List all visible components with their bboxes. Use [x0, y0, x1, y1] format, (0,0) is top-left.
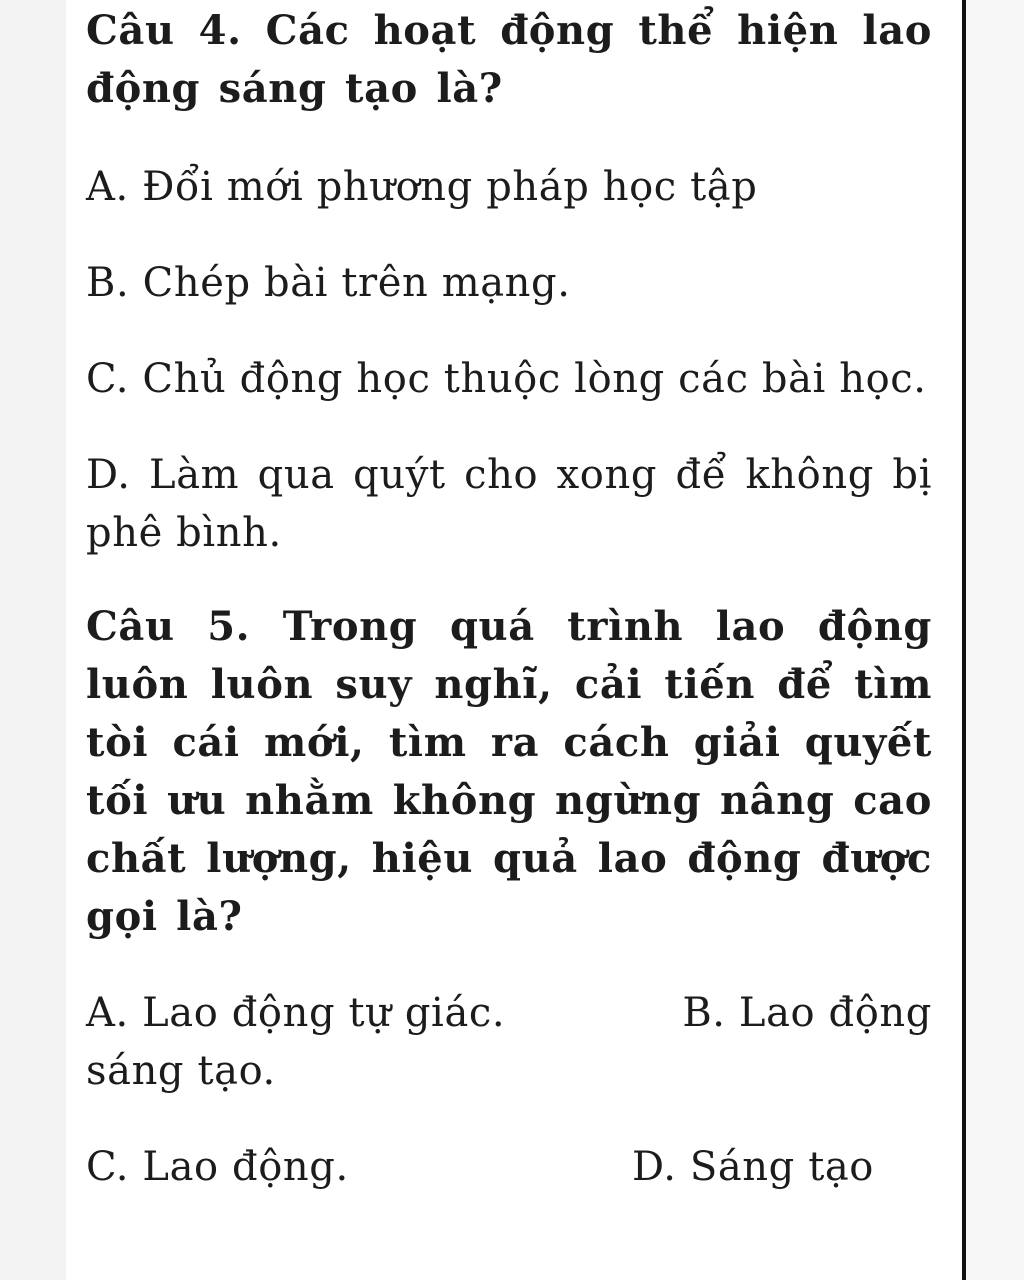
question-5-option-b-continuation[interactable]: sáng tạo. [86, 1048, 276, 1094]
question-4-title: Câu 4. Các hoạt động thể hiện lao động sáng tạo là? [86, 7, 932, 112]
question-5-option-a[interactable]: A. Lao động tự giác. [86, 990, 506, 1036]
question-4-option-b[interactable]: B. Chép bài trên mạng. [86, 260, 571, 306]
question-4-option-c[interactable]: C. Chủ động học thuộc lòng các bài học. [86, 356, 927, 402]
question-4-option-a[interactable]: A. Đổi mới phương pháp học tập [86, 164, 758, 210]
question-5-option-c[interactable]: C. Lao động. [86, 1144, 349, 1190]
question-5-options-ab [86, 984, 932, 1100]
page-margin [966, 0, 1024, 1280]
question-4 [86, 0, 932, 562]
question-5 [86, 598, 932, 1196]
question-5-option-b[interactable]: B. Lao động [682, 990, 932, 1036]
question-5-options-cd [86, 1138, 932, 1196]
question-4-option-d[interactable]: D. Làm qua quýt cho xong để không bị phê bình. [86, 452, 932, 556]
question-5-option-d[interactable]: D. Sáng tạo [631, 1144, 874, 1190]
question-5-title: Câu 5. Trong quá trình lao động luôn luôn suy nghĩ, cải tiến để tìm tòi cái mới, tìm ra cách giải quyết tối ưu nhằm không ngừng nâng cao chất lượng, hiệu quả lao động được gọi là? [86, 603, 932, 940]
options-ab-row [86, 984, 932, 1042]
quiz-content [86, 0, 932, 1196]
